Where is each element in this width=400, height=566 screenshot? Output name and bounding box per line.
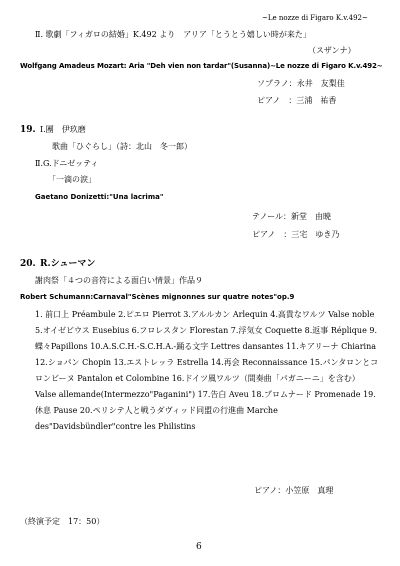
work-title: 謝肉祭「４つの音符による面白い情景」作品９	[35, 276, 203, 285]
opera-subtitle-line: ~Le nozze di Figaro K.v.492~	[262, 14, 368, 22]
page-number: 6	[196, 542, 202, 552]
piano-credit: ピアノ ：三浦 祐香	[257, 96, 337, 105]
piano-credit: ピアノ ：三宅 ゆき乃	[252, 230, 340, 239]
english-title: Gaetano Donizetti:"Una lacrima"	[35, 193, 164, 201]
piano-credit: ピアノ：小笠原 真理	[254, 486, 334, 495]
song-title: 歌曲「ひぐらし」（詩：北山 冬一郎）	[52, 142, 192, 151]
composer-heading: R.シューマン	[40, 259, 96, 269]
tenor-credit: テノール：新堂 由暁	[252, 212, 332, 221]
aria-heading: Ⅱ. 歌劇「フィガロの結婚」K.492 より アリア「とうとう嬉しい時が来た」	[35, 30, 311, 39]
end-time-note: （終演予定 17：50）	[20, 517, 105, 526]
composer-heading: Ⅱ.G.ドニゼッティ	[35, 159, 99, 168]
english-title: Robert Schumann:Carnaval"Scènes mignonnes sur quatre notes"op.9	[20, 293, 295, 301]
item-number: 20.	[20, 259, 36, 269]
english-title: Wolfgang Amadeus Mozart: Aria "Deh vien non tardar"(Susanna)~Le nozze di Figaro K.v.492~	[20, 62, 383, 70]
soprano-credit: ソプラノ：永井 友梨佳	[257, 79, 345, 88]
performer-heading: Ⅰ.團 伊玖磨	[40, 125, 86, 134]
movement-list: 1. 前口上 Préambule 2.ピエロ Pierrot 3.アルルカン Arlequin 4.高貴なワルツ Valse noble 5.オイゼビウス Eusebius 6.フロレスタン Florestan 7.浮気女 Coquette 8.返事 Réplique 9.蝶々Papillons 10.A.S.C.H.-S.C.H.A.-踊る文字 Lettres dansantes 11.キアリーナ Chiarina 12.ショパン Chopin 13.エストレッラ Estrella 14.再会 Reconnaissance 15.パンタロンとコロンビーヌ Pantalon et Colombine 16.ドイツ風ワルツ（間奏曲「パガニーニ」を含む）Valse allemande(Intermezzo"Paganini") 17.告白 Aveu 18.プロムナード Promenade 19.休息 Pause 20.ペリシテ人と戦うダヴィッド同盟の行進曲 Marche des"Davidsbündler"contre les Philistins	[35, 310, 379, 431]
aria-title: 「一滴の涙」	[48, 175, 96, 184]
item-number: 19.	[20, 125, 36, 135]
role-paren: （スザンナ）	[308, 46, 356, 55]
